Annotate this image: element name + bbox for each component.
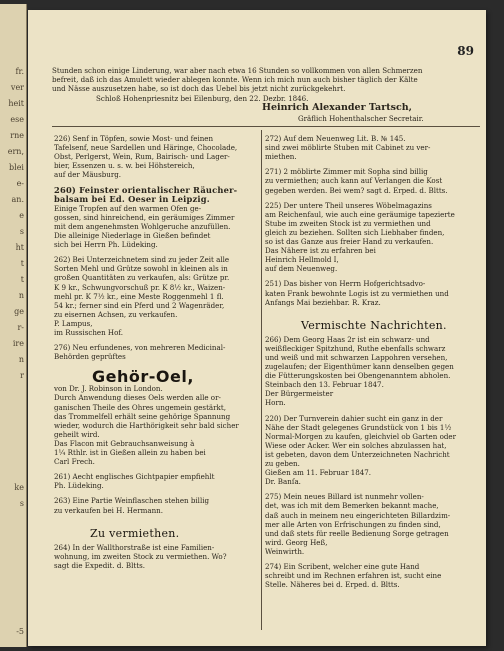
section-heading: Vermischte Nachrichten. bbox=[301, 318, 447, 332]
advert-line: daß auch in meinem neu eingerichteten Billardzim- bbox=[265, 510, 451, 520]
left-page-fragment: s bbox=[19, 227, 24, 236]
advert-line: Gießen am 11. Februar 1847. bbox=[265, 468, 372, 478]
advert-line: Dr. Banſa. bbox=[265, 477, 301, 487]
advert-line: 260) Feinster orientalischer Räucher- bbox=[54, 185, 238, 195]
advert-line: Heinrich Hellmold I, bbox=[265, 255, 339, 265]
page-number: 89 bbox=[457, 44, 474, 58]
advert-line: 264) In der Wallthorstraße ist eine Familien- bbox=[54, 542, 215, 552]
advert-line: zu verkaufen bei H. Hermann. bbox=[54, 505, 163, 515]
left-page-fragment: t bbox=[20, 275, 24, 284]
advert-line: Normal-Morgen zu kaufen, gleichviel ob Garten oder bbox=[265, 431, 456, 441]
advert-line: Obst, Perlgerst, Wein, Rum, Bairisch- und Lager- bbox=[54, 152, 230, 162]
advert-line: 274) Ein Scribent, welcher eine gute Hand bbox=[265, 562, 420, 571]
advert-line: katen Frank bewohnte Logis ist zu vermiethen und bbox=[265, 288, 449, 298]
advert-line: ganischen Theile des Ohres ungemein gestärkt, bbox=[54, 402, 226, 412]
advert-line: Steinbach den 13. Februar 1847. bbox=[265, 380, 384, 390]
advert-line: Die alleinige Niederlage in Gießen befindet bbox=[54, 231, 211, 240]
advert-line: 225) Der untere Theil unseres Wöbelmagazins bbox=[265, 200, 432, 210]
advert-line: wird. Georg Heß, bbox=[265, 537, 328, 547]
left-page-fragment: n bbox=[18, 291, 24, 300]
advert-line: Carl Frech. bbox=[54, 457, 95, 467]
advert-line: Einige Tropfen auf den warmen Ofen ge- bbox=[54, 203, 202, 213]
advert-line: zu vermiethen; auch kann auf Verlangen die Kost bbox=[265, 176, 443, 186]
advert-line: Weinwirth. bbox=[265, 546, 305, 556]
left-page-fragment: heit bbox=[8, 99, 24, 108]
advert-line: 54 kr.; ferner sind ein Pferd und 2 Wagenräder, bbox=[54, 300, 225, 310]
advert-line: Das Flacon mit Gebrauchsanweisung à bbox=[54, 438, 195, 448]
advert-line: weißfleckiger Spitzhund, Ruthe ebenfalls schwarz bbox=[265, 343, 446, 353]
advert-line: von Dr. J. Robinson in London. bbox=[54, 384, 163, 394]
advert-line: det, was ich mit dem Bemerken bekannt mache, bbox=[265, 501, 439, 511]
advert-line: wohnung, im zweiten Stock zu vermiethen. Wo? bbox=[54, 551, 227, 561]
advert-line: am Reichenfaul, wie auch eine geräumige tapezierte bbox=[265, 209, 455, 219]
advert-line: geheilt wird. bbox=[54, 429, 100, 439]
advert-line: balsam bei Ed. Oeser in Leipzig. bbox=[54, 194, 210, 204]
left-page-fragment: r- bbox=[17, 323, 24, 332]
advert-line: 261) Aecht englisches Gichtpapier empfiehlt bbox=[54, 472, 215, 482]
left-page-fragment: ht bbox=[15, 243, 24, 252]
advert-line: 271) 2 möblirte Zimmer mit Sopha sind billig bbox=[265, 167, 428, 177]
left-page-fragment: fr. bbox=[15, 67, 24, 76]
advert-line: Der Bürgermeister bbox=[265, 389, 334, 399]
signature-title: Gräflich Hohenthalscher Secretair. bbox=[298, 114, 424, 123]
intro-line: und Nässe auszusetzen habe, so ist doch das Uebel bis jetzt nicht zurückgekehrt. bbox=[52, 84, 346, 94]
advert-line: sich bei Herrn Ph. Lüdeking. bbox=[54, 240, 158, 250]
advert-line: Stube im zweiten Stock ist zu vermiethen und bbox=[265, 218, 431, 228]
advert-line: zu geben. bbox=[265, 459, 300, 468]
left-page-fragment: ge bbox=[14, 307, 24, 316]
advert-line: zu eisernen Achsen, zu verkaufen. bbox=[54, 309, 178, 319]
advert-line: Ph. Lüdeking. bbox=[54, 481, 104, 491]
intro-line: Stunden schon einige Linderung, war aber nach etwa 16 Stunden so vollkommen von allen Schmerzen bbox=[52, 66, 423, 75]
advert-line: und daß stets für reelle Bedienung Sorge getragen bbox=[265, 528, 449, 538]
advert-line: ist gebeten, davon dem Unterzeichneten Nachricht bbox=[265, 449, 450, 459]
top-rule bbox=[52, 126, 480, 127]
advert-line: gossen, sind hinreichend, ein geräumiges Zimmer bbox=[54, 212, 235, 222]
advert-line: Tafelsenf, neue Sardellen und Häringe, Chocolade, bbox=[54, 143, 238, 153]
advert-line: bier, Essenzen u. s. w. bei Höhstereich, bbox=[54, 161, 195, 171]
advert-line: und weiß und mit schwarzen Lappohren versehen, bbox=[265, 352, 448, 362]
left-page-fragment: ern, bbox=[7, 147, 24, 156]
advert-line: großen Quantitäten zu verkaufen, als: Grütze pr. bbox=[54, 273, 230, 283]
left-page-fragment: ver bbox=[10, 83, 24, 92]
advert-line: im Russischen Hof. bbox=[54, 328, 123, 337]
advert-line: 1¼ Rthlr. ist in Gießen allein zu haben bei bbox=[54, 448, 206, 457]
left-page-fragment: r bbox=[20, 371, 24, 380]
left-page-fragment: e- bbox=[16, 179, 24, 188]
left-page-fragment: an. bbox=[11, 195, 24, 204]
advert-line: miethen. bbox=[265, 152, 297, 162]
advert-line: schreibt und im Rechnen erfahren ist, sucht eine bbox=[265, 571, 442, 581]
advert-line: 226) Senf in Töpfen, sowie Most- und feinen bbox=[54, 134, 214, 143]
left-page-fragment: s bbox=[19, 499, 24, 508]
advert-line: mehl pr. K 7½ kr., eine Meste Roggenmehl 1 fl. bbox=[54, 291, 224, 301]
intro-line: Schloß Hohenpriesnitz bei Eilenburg, den 22. Dezbr. 1846. bbox=[96, 93, 309, 103]
advert-line: sind zwei möblirte Stuben mit Cabinet zu ver- bbox=[265, 143, 431, 153]
gehor-oel-title: Gehör-Oel, bbox=[92, 367, 194, 387]
advert-line: 220) Der Turnverein dahier sucht ein ganz in der bbox=[265, 413, 443, 423]
advert-line: so ist das Ganze aus freier Hand zu verkaufen. bbox=[265, 237, 434, 246]
advert-line: mit dem angenehmsten Wohlgeruche anzufüllen. bbox=[54, 221, 231, 231]
advert-line: gleich zu beziehen. Sollten sich Liebhaber finden, bbox=[265, 227, 445, 237]
advert-line: Durch Anwendung dieses Oels werden alle or- bbox=[54, 393, 221, 403]
advert-line: 251) Das bisher von Herrn Hofgerichtsadvo- bbox=[265, 279, 426, 289]
left-page-fragment: t bbox=[20, 259, 24, 268]
advert-line: gegeben werden. Bei wem? sagt d. Erped. d. Bltts. bbox=[265, 185, 448, 195]
advert-line: 272) Auf dem Neuenweg Lit. B. № 145. bbox=[265, 134, 406, 143]
advert-line: Horn. bbox=[265, 398, 286, 408]
advert-line: die Fütterungskosten bei Obengenanntem abholen. bbox=[265, 371, 451, 381]
left-page-fragment: blei bbox=[9, 163, 24, 172]
advert-line: 276) Neu erfundenes, von mehreren Medicinal- bbox=[54, 343, 226, 353]
advert-line: Das Nähere ist zu erfahren bei bbox=[265, 246, 376, 256]
advert-line: zugelaufen; der Eigenthümer kann denselben gegen bbox=[265, 362, 454, 371]
left-page-fragment: ke bbox=[14, 483, 24, 492]
intro-line: befreit, daß ich das Amulett wieder ablegen konnte. Wenn ich mich nun auch bisher täglich der Kälte bbox=[52, 75, 418, 85]
advert-line: Stelle. Näheres bei d. Erped. d. Bltts. bbox=[265, 580, 400, 590]
left-page-fragment: ire bbox=[12, 339, 24, 348]
advert-line: Sorten Mehl und Grütze sowohl in kleinen als in bbox=[54, 264, 228, 274]
adjacent-page-edge bbox=[0, 4, 27, 647]
advert-line: 275) Mein neues Billard ist nunmehr vollen- bbox=[265, 492, 424, 502]
column-divider bbox=[261, 130, 262, 630]
left-page-fragment: n bbox=[18, 355, 24, 364]
left-page-fragment: e bbox=[19, 211, 24, 220]
signature: Heinrich Alexander Tartsch, bbox=[262, 102, 412, 113]
advert-line: Anfangs Mai beziehbar. R. Kraz. bbox=[265, 297, 381, 307]
section-heading: Zu vermiethen. bbox=[90, 526, 180, 540]
left-page-fragment: ese bbox=[10, 115, 24, 124]
advert-line: 263) Eine Partie Weinflaschen stehen billig bbox=[54, 496, 210, 506]
advert-line: P. Lampus, bbox=[54, 318, 93, 328]
advert-line: K 9 kr., Schwungvorschuß pr. K 8½ kr., Waizen- bbox=[54, 282, 226, 292]
advert-line: mer alle Arten von Erfrischungen zu finden sind, bbox=[265, 519, 441, 529]
advert-line: Wiese oder Acker. Wer ein solches abzulassen hat, bbox=[265, 440, 447, 450]
advert-line: Behörden geprüftes bbox=[54, 352, 126, 362]
left-page-fragment: rne bbox=[10, 131, 24, 140]
advert-line: Nähe der Stadt gelegenes Grundstück von 1 bis 1½ bbox=[265, 422, 452, 432]
advert-line: 266) Dem Georg Haas 2r ist ein schwarz- und bbox=[265, 334, 430, 344]
advert-line: auf dem Neuenweg. bbox=[265, 264, 338, 274]
advert-line: das Trommelfell erhält seine gehörige Spannung bbox=[54, 411, 231, 421]
advert-line: sagt die Expedit. d. Bltts. bbox=[54, 560, 145, 570]
advert-line: auf der Mäusburg. bbox=[54, 170, 122, 180]
advert-line: wieder, wodurch die Harthörigkeit sehr bald sicher bbox=[54, 420, 239, 430]
left-page-fragment: -5 bbox=[16, 627, 24, 636]
advert-line: 262) Bei Unterzeichnetem sind zu jeder Zeit alle bbox=[54, 255, 230, 265]
